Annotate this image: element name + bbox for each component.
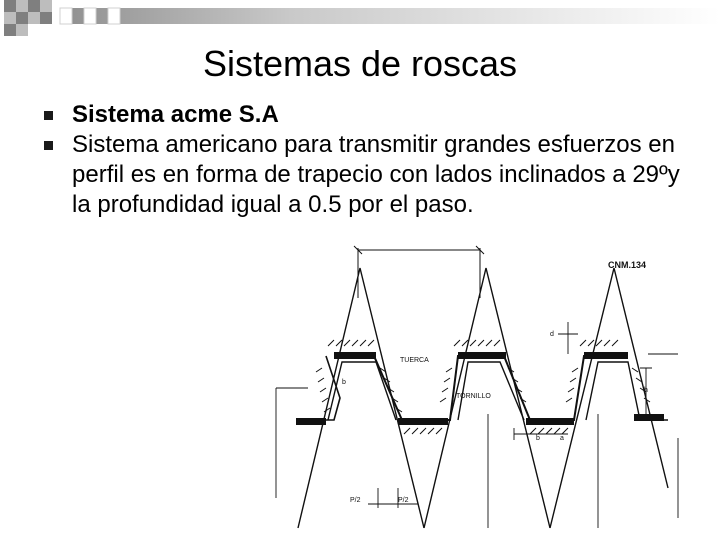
svg-text:a: a [560,435,564,442]
square-bullet-icon [44,141,53,150]
thread-crest-bars [296,352,664,425]
bullet-text: Sistema americano para transmitir grandes esfuerzos en perfil es en forma de trapecio con lados inclinados a 29ºy la profundidad igual a 0.5 por el paso. [72,131,680,218]
bullet-item [40,130,700,220]
thread-profile [298,246,668,528]
nut-label: TUERCA [400,357,429,364]
slide-title: Sistemas de roscas [202,43,518,84]
bullet-list [40,100,700,220]
svg-text:P/2: P/2 [350,497,361,504]
svg-text:P/2: P/2 [398,497,409,504]
header-decoration [0,0,720,40]
svg-text:d: d [550,331,554,338]
bullet-text: Sistema acme S.A [72,101,279,128]
acme-thread-diagram [268,238,688,534]
screw-label: TORNILLO [456,393,491,400]
svg-text:b: b [536,435,540,442]
bullet-item [40,100,700,130]
svg-text:b: b [342,379,346,386]
svg-text:h: h [644,387,648,394]
square-bullet-icon [44,111,53,120]
standard-label: CNM.134 [608,260,647,270]
